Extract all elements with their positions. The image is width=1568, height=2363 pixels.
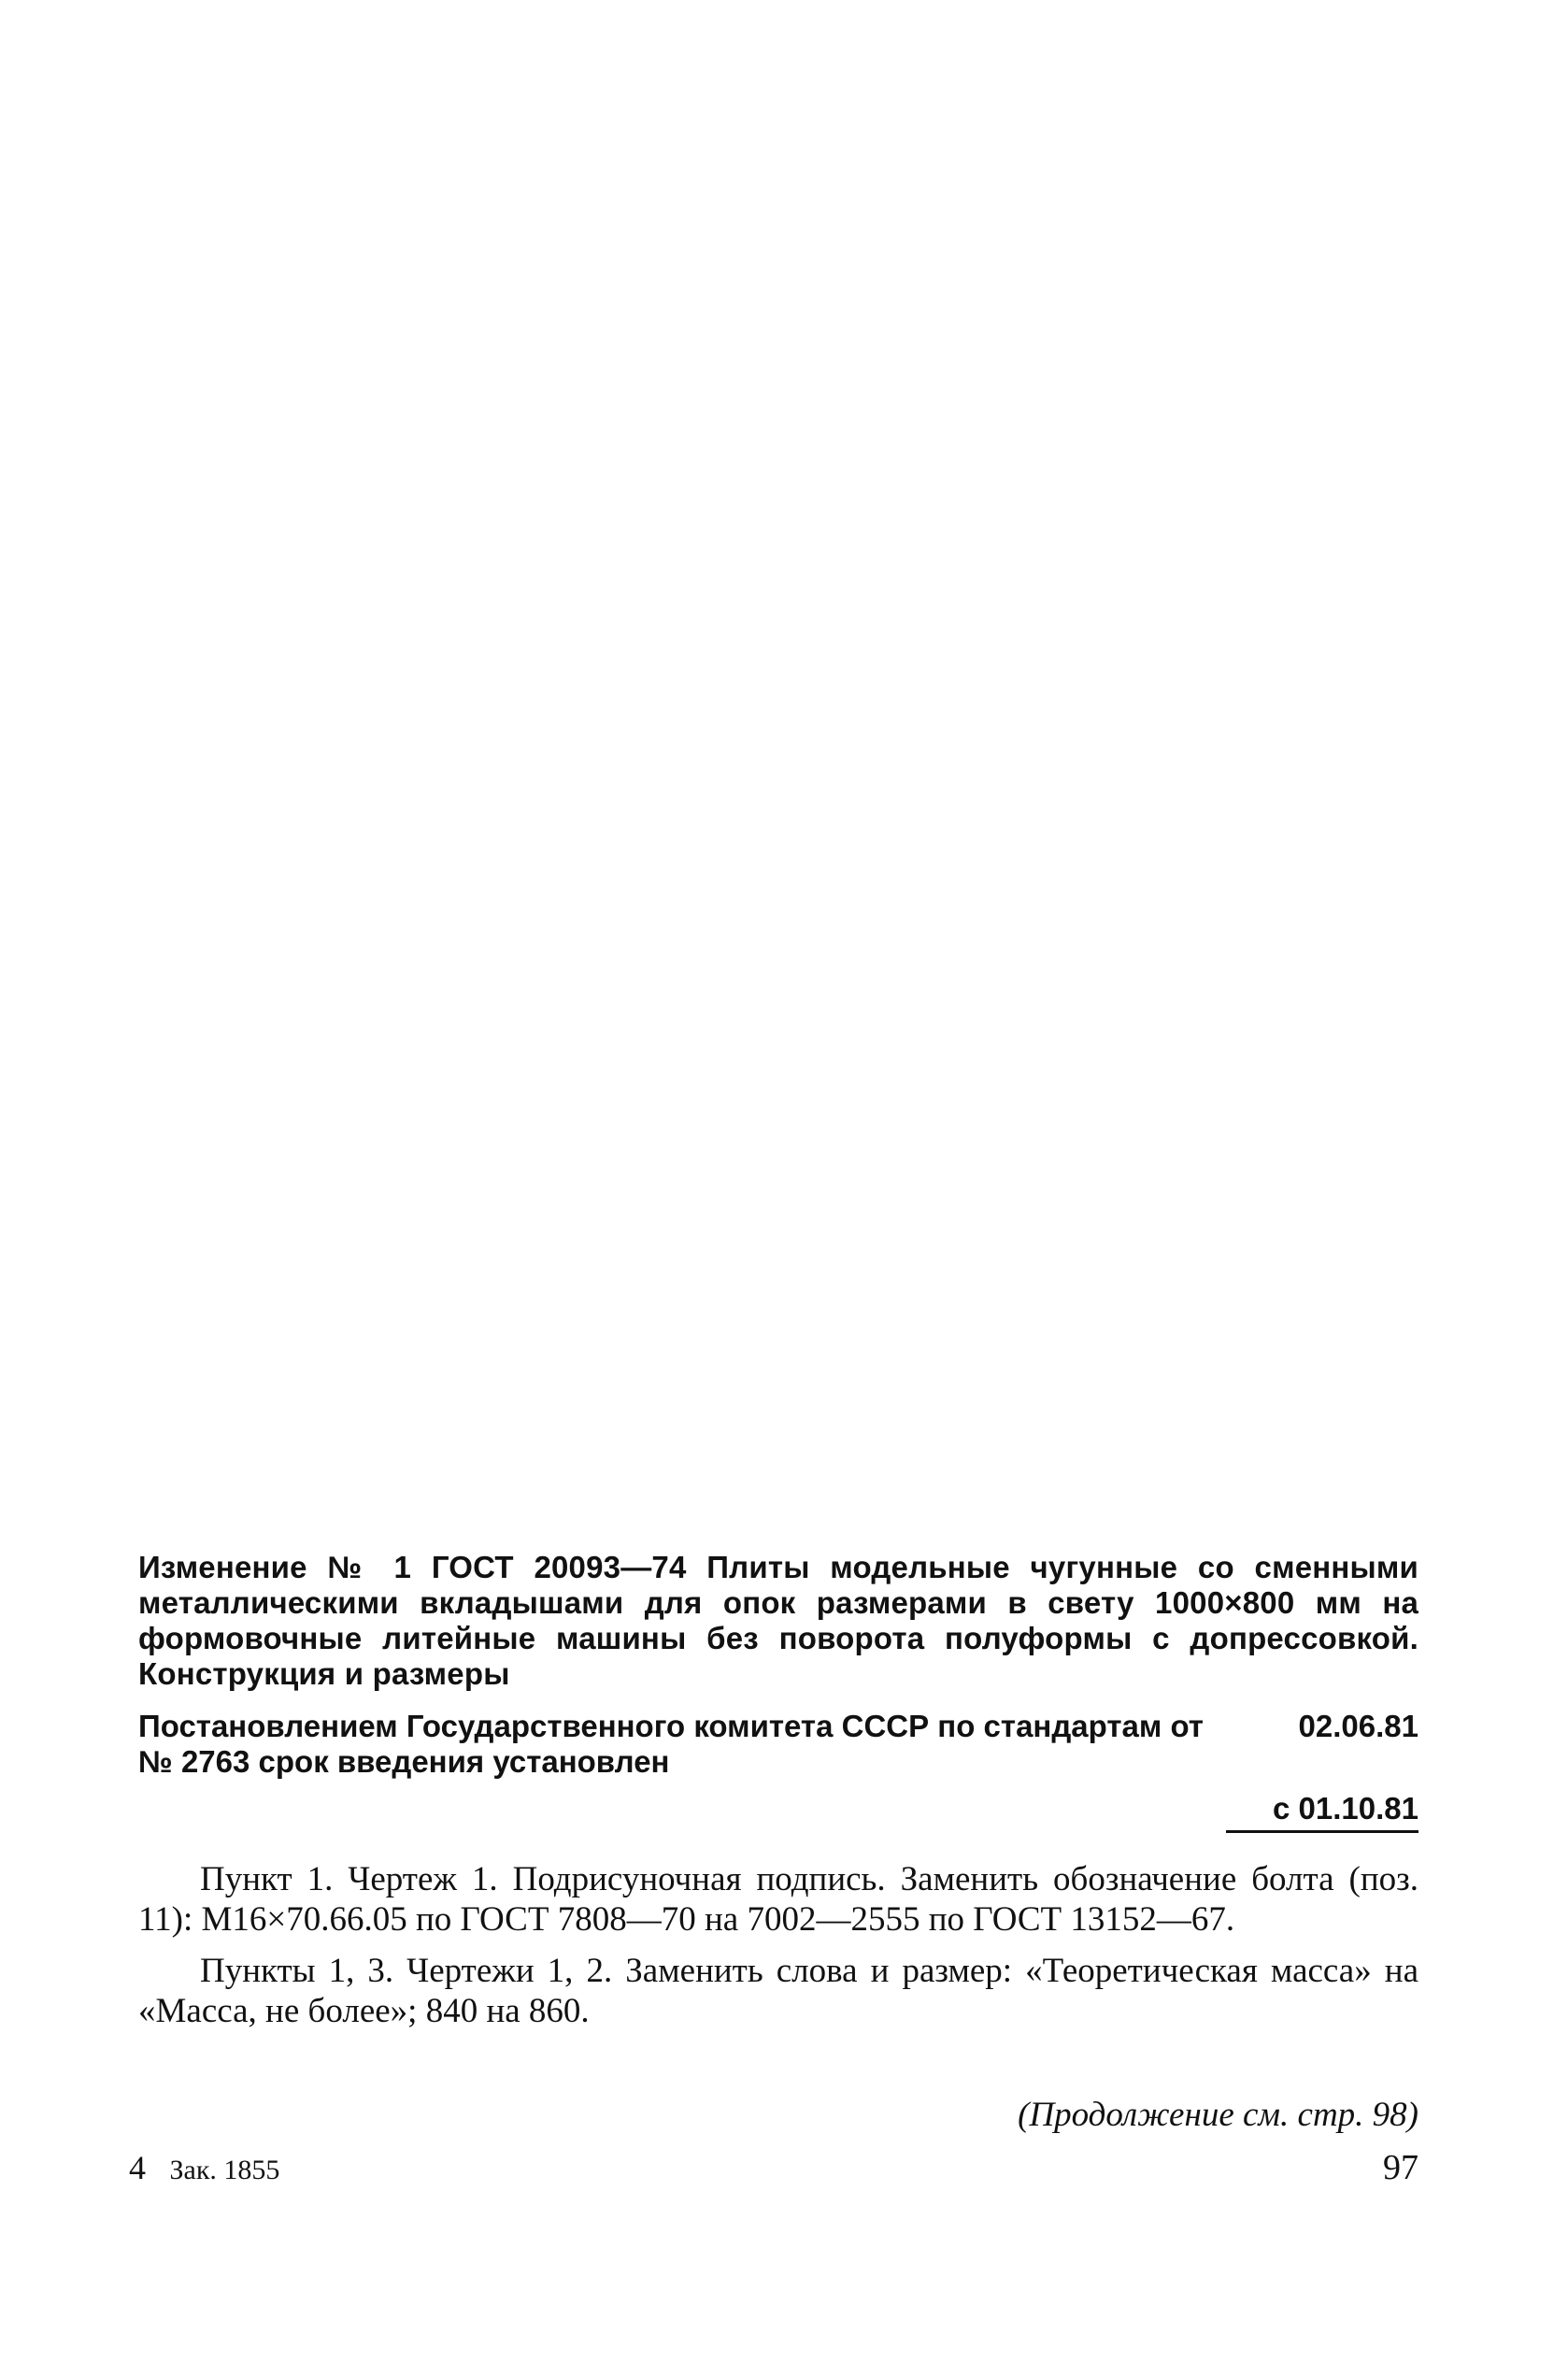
page-footer <box>129 2147 1418 2188</box>
effective-date: с 01.10.81 <box>1273 1791 1418 1826</box>
paragraph-2: Пункты 1, 3. Чертежи 1, 2. Заменить слова и размер: «Теоретическая масса» на «Масса, не более»; 840 на 860. <box>138 1952 1418 2030</box>
decree-date: 02.06.81 <box>1298 1709 1418 1743</box>
amendment-heading: Изменение № 1 ГОСТ 20093—74 Плиты модельные чугунные со сменными металлическими вкладышами для опок размерами в свету 1000×800 мм на формовочные литейные машины без поворота полуформы с допрессовкой. Конструкция и размеры <box>138 1550 1418 1691</box>
decree-text: Постановлением Государственного комитета СССР по стандартам от <box>138 1709 1204 1743</box>
order-number: Зак. 1855 <box>169 2155 280 2185</box>
decree-line-2: № 2763 срок введения установлен <box>138 1744 670 1779</box>
page-number: 97 <box>1383 2148 1418 2187</box>
continuation-note: (Продолжение см. стр. 98) <box>1018 2096 1418 2134</box>
decree-statement <box>138 1709 1418 1780</box>
effective-date-underline <box>1226 1830 1418 1833</box>
order-info <box>129 2148 279 2187</box>
decree-line-1 <box>138 1709 1418 1744</box>
sheet-number: 4 <box>129 2149 146 2186</box>
paragraph-1: Пункт 1. Чертеж 1. Подрисуночная подпись. Заменить обозначение болта (поз. 11): М16×70.66.05 по ГОСТ 7808—70 на 7002—2555 по ГОСТ 13152—67. <box>138 1860 1418 1939</box>
amendment-block <box>138 1550 1418 2135</box>
